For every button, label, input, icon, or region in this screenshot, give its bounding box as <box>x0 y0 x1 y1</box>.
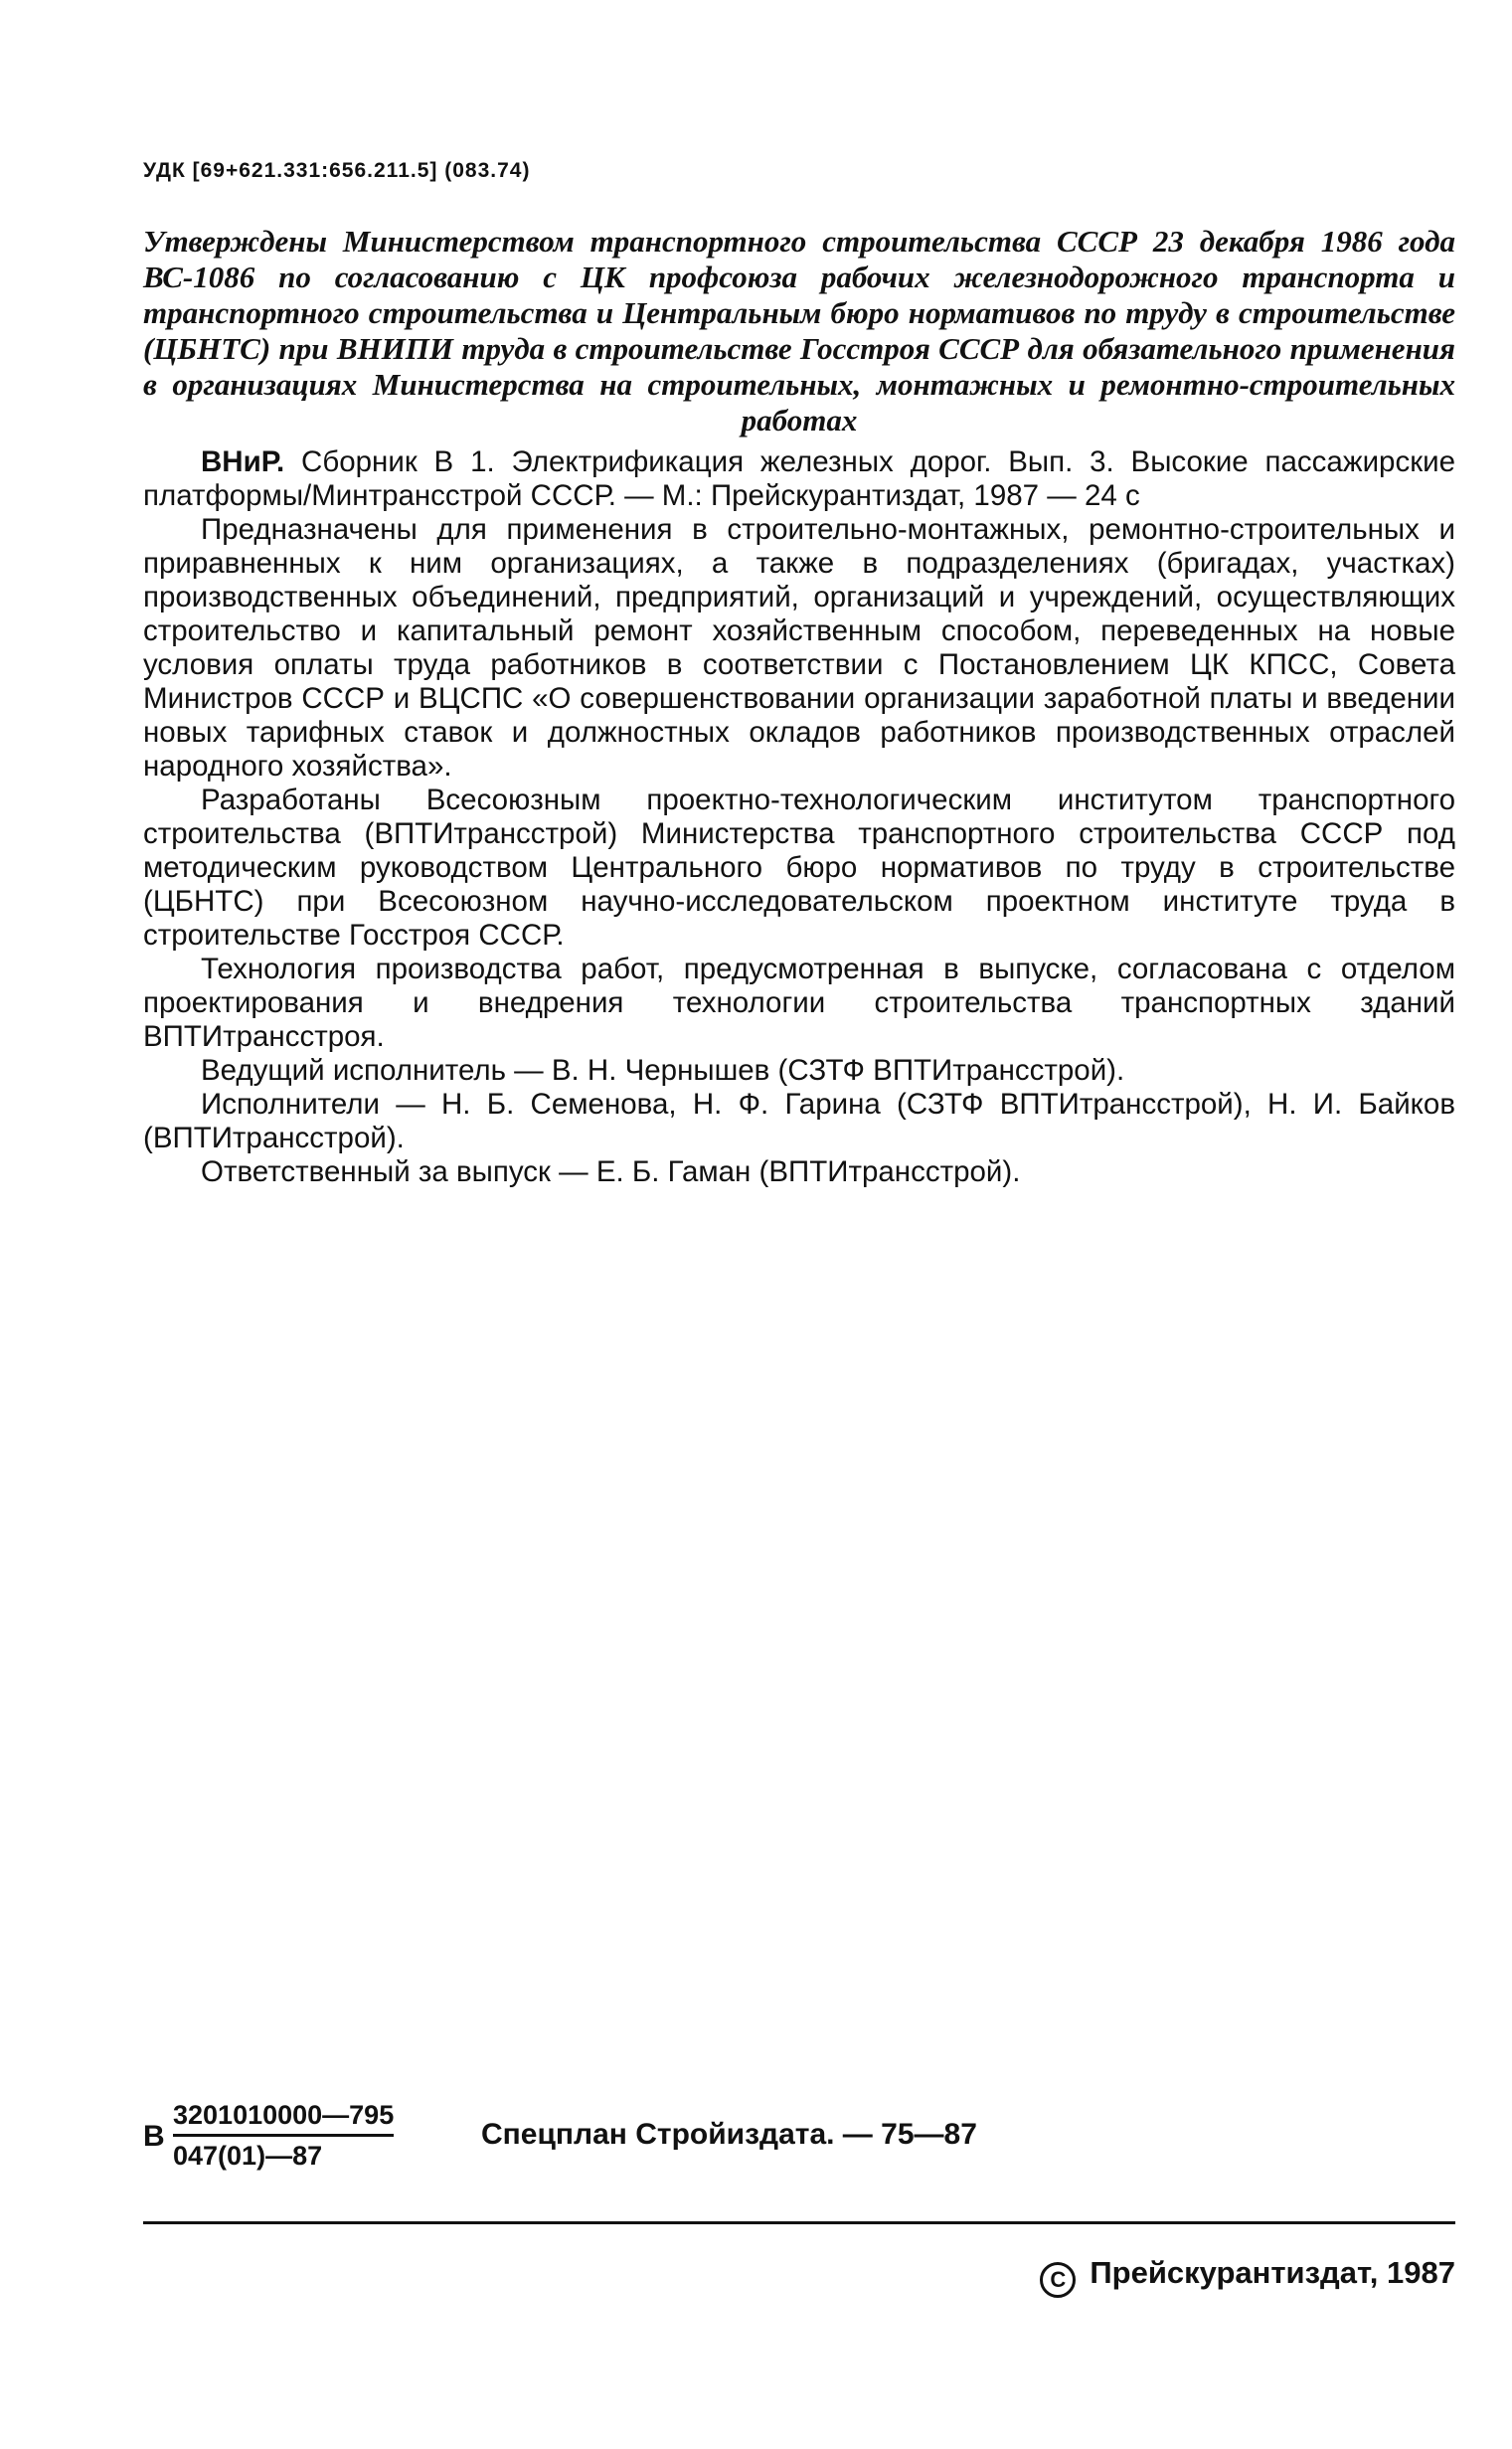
copyright-line <box>1040 2255 1455 2298</box>
udk-code: УДК [69+621.331:656.211.5] (083.74) <box>143 159 531 182</box>
horizontal-rule <box>143 2221 1455 2224</box>
publication-index <box>143 2098 1455 2187</box>
copyright-icon: C <box>1040 2262 1076 2298</box>
citation-text: Сборник В 1. Электрификация железных дорог. Вып. 3. Высокие пассажирские платформы/Минтрансстрой СССР. — М.: Прейскурантиздат, 1987 — 24 с <box>143 445 1455 512</box>
index-letter: В <box>143 2120 165 2153</box>
purpose-paragraph: Предназначены для применения в строительно-монтажных, ремонтно-строительных и приравненных к ним организациях, а также в подразделениях (бригадах, участках) производственных объединений, предприятий, организаций и учреждений, осуществляющих строительство и капитальный ремонт хозяйственным способом, переведенных на новые условия оплаты труда работников в соответствии с Постановлением ЦК КПСС, Совета Министров СССР и ВЦСПС «О совершенствовании организации заработной платы и введении новых тарифных ставок и должностных окладов работников производственных отраслей народного хозяйства». <box>143 513 1455 783</box>
executors-paragraph: Исполнители — Н. Б. Семенова, Н. Ф. Гарина (СЗТФ ВПТИтрансстрой), Н. И. Байков (ВПТИтрансстрой). <box>143 1088 1455 1154</box>
lead-executor-paragraph: Ведущий исполнитель — В. Н. Чернышев (СЗТФ ВПТИтрансстрой). <box>201 1054 1125 1087</box>
index-denominator: 047(01)—87 <box>173 2141 323 2171</box>
publisher-plan: Спецплан Стройиздата. — 75—87 <box>481 2118 977 2151</box>
index-fraction <box>173 2098 394 2175</box>
responsible-paragraph: Ответственный за выпуск — Е. Б. Гаман (ВПТИтрансстрой). <box>201 1155 1021 1188</box>
document-page <box>143 0 1455 2449</box>
body-text <box>143 445 1455 1189</box>
index-numerator: 3201010000—795 <box>173 2098 394 2137</box>
citation-paragraph <box>143 445 1455 513</box>
copyright-text: Прейскурантиздат, 1987 <box>1090 2255 1455 2290</box>
developed-paragraph: Разработаны Всесоюзным проектно-технологическим институтом транспортного строительства (ВПТИтрансстрой) Министерства транспортного строительства СССР под методическим руководством Центрального бюро нормативов по труду в строительстве (ЦБНТС) при Всесоюзном научно-исследовательском проектном институте труда в строительстве Госстроя СССР. <box>143 784 1455 952</box>
approval-statement: Утверждены Министерством транспортного строительства СССР 23 декабря 1986 года ВС-1086 по согласованию с ЦК профсоюза рабочих железнодорожного транспорта и транспортного строительства и Центральным бюро нормативов по труду в строительстве (ЦБНТС) при ВНИПИ труда в строительстве Госстроя СССР для обязательного применения в организациях Министерства на строительных, монтажных и ремонтно-строительных работах <box>143 224 1455 437</box>
citation-lead: ВНиР. <box>201 445 285 478</box>
technology-paragraph: Технология производства работ, предусмотренная в выпуске, согласована с отделом проектирования и внедрения технологии строительства транспортных зданий ВПТИтрансстроя. <box>143 953 1455 1053</box>
